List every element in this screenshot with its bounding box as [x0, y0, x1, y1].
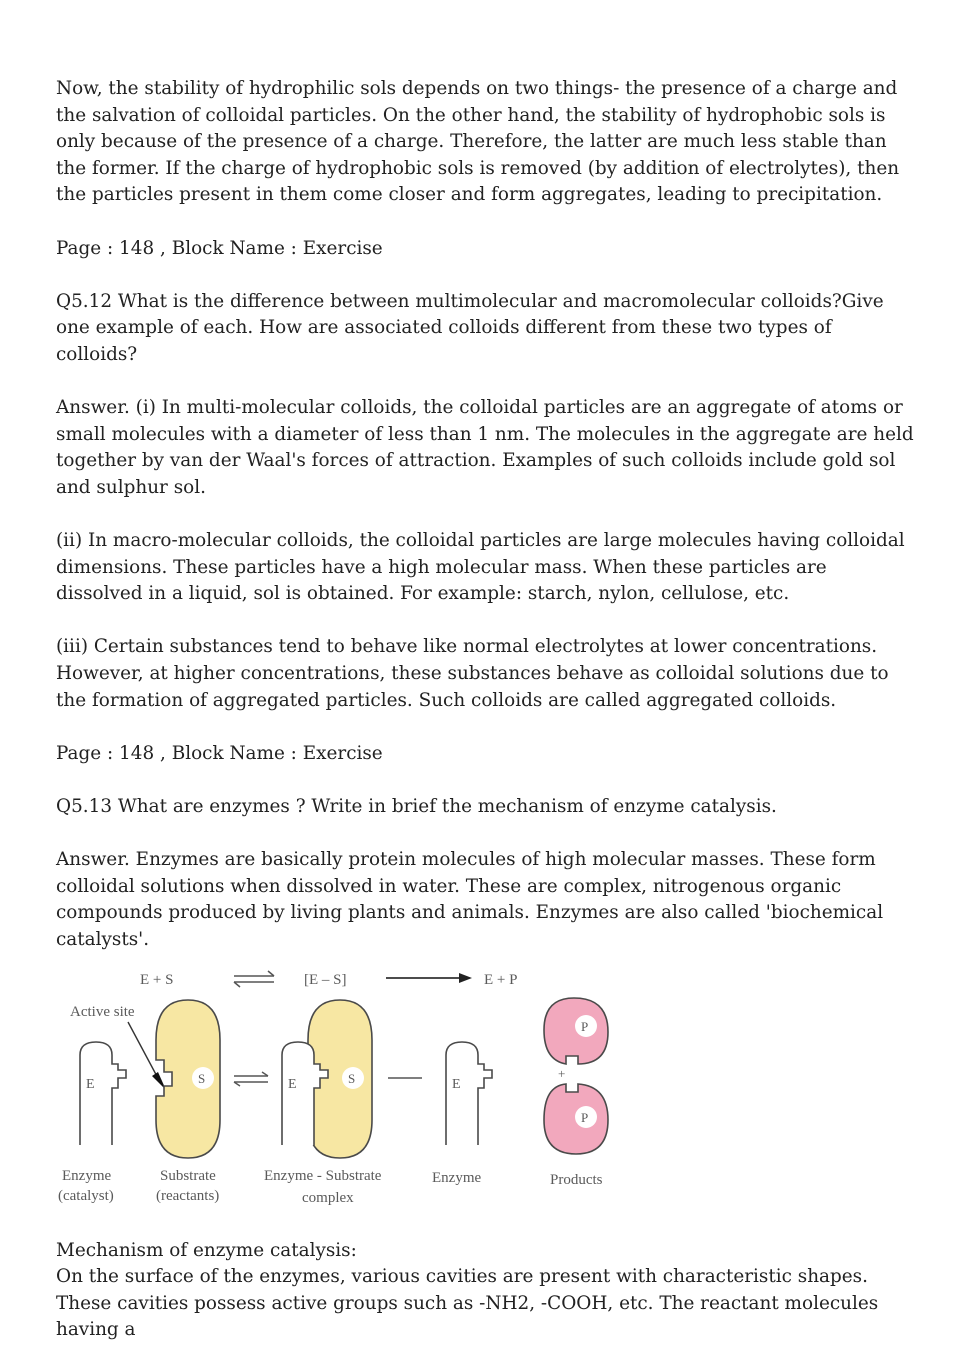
answer-5-12-part-i: Answer. (i) In multi-molecular colloids, the colloidal particles are an aggregate of atoms or small molecules with a diameter of less than 1 nm. The molecules in the aggregate are held together by van der Waal's forces of attraction. Examples of such colloids include gold sol and sulphur sol. [56, 397, 914, 498]
document-page [56, 76, 916, 1344]
equilibrium-arrow-icon [234, 971, 274, 987]
complex-label: Enzyme - Substrate [264, 1167, 382, 1184]
substrate-s-label: S [198, 1070, 206, 1086]
question-5-13: Q5.13 What are enzymes ? Write in brief the mechanism of enzyme catalysis. [56, 796, 777, 818]
equation-complex-label: [E – S] [304, 971, 347, 988]
product-shape-icon [544, 1084, 608, 1154]
enzyme-shape-icon [446, 1042, 492, 1145]
mechanism-line-1: On the surface of the enzymes, various cavities are present with characteristic shapes. [56, 1266, 868, 1288]
question-5-12: Q5.12 What is the difference between multimolecular and macromolecular colloids?Give one example of each. How are associated colloids different from these two types of colloids? [56, 290, 884, 365]
complex-s-label: S [348, 1070, 356, 1086]
enzyme-catalysis-diagram [56, 960, 636, 1210]
product-p-label: P [581, 1018, 589, 1034]
enzyme-catalyst-label: Enzyme [62, 1167, 112, 1184]
products-plus-label: + [558, 1065, 566, 1081]
answer-5-13: Answer. Enzymes are basically protein molecules of high molecular masses. These form colloidal solutions when dissolved in water. These are complex, nitrogenous organic compounds produced by living plants and animals. Enzymes are also called 'biochemical catalysts'. [56, 849, 884, 950]
enzyme-shape-icon [80, 1042, 126, 1145]
complex-sublabel: complex [302, 1189, 354, 1206]
mechanism-title: Mechanism of enzyme catalysis: [56, 1239, 357, 1261]
enzyme-catalyst-sublabel: (catalyst) [58, 1187, 114, 1204]
complex-e-label: E [288, 1076, 297, 1092]
enzyme-label: Enzyme [432, 1169, 482, 1186]
forward-arrow-icon [386, 973, 472, 983]
enzyme-e-label: E [86, 1076, 95, 1092]
mechanism-line-2: These cavities possess active groups such as -NH2, -COOH, etc. The reactant molecules having a [56, 1292, 879, 1341]
substrate-sublabel: (reactants) [156, 1187, 220, 1204]
substrate-label: Substrate [160, 1167, 216, 1184]
reversible-arrow-icon [234, 1072, 268, 1086]
paragraph-hydrophilic-stability: Now, the stability of hydrophilic sols depends on two things- the presence of a charge and the salvation of colloidal particles. On the other hand, the stability of hydrophobic sols is only because of the presence of a charge. Therefore, the latter are much less stable than the former. If the charge of hydrophobic sols is removed (by addition of electrolytes), then the particles present in them come closer and form aggregates, leading to precipitation. [56, 78, 900, 206]
page-reference: Page : 148 , Block Name : Exercise [56, 742, 383, 764]
answer-5-12-part-ii: (ii) In macro-molecular colloids, the colloidal particles are large molecules having colloidal dimensions. These particles have a high molecular mass. When these particles are dissolved in a liquid, sol is obtained. For example: starch, nylon, cellulose, etc. [56, 530, 905, 605]
equation-es-label: E + S [140, 971, 174, 988]
products-label: Products [550, 1171, 603, 1188]
product-p-label: P [581, 1109, 589, 1125]
product-shape-icon [544, 998, 608, 1064]
page-reference: Page : 148 , Block Name : Exercise [56, 237, 383, 259]
enzyme-e-label: E [452, 1076, 461, 1092]
active-site-label: Active site [70, 1003, 135, 1020]
answer-5-12-part-iii: (iii) Certain substances tend to behave like normal electrolytes at lower concentrations. However, at higher concentrations, these substances behave as colloidal solutions due to the formation of aggregated particles. Such colloids are called aggregated colloids. [56, 636, 889, 711]
substrate-shape-icon [156, 1000, 220, 1158]
equation-ep-label: E + P [484, 971, 518, 988]
